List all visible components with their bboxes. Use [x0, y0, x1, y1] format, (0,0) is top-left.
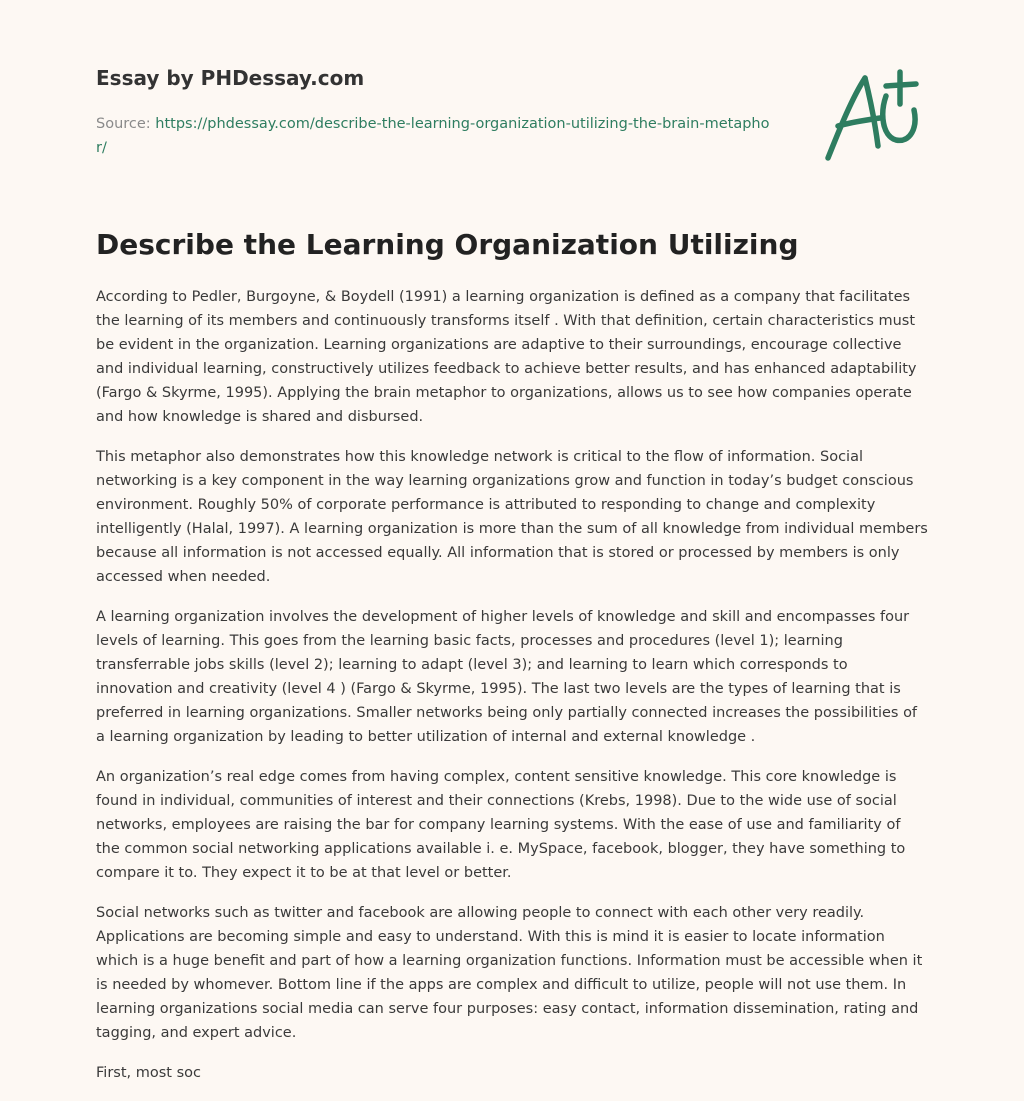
paragraph: According to Pedler, Burgoyne, & Boydell (1991) a learning organization is defined as a company that facilitates the learning of its members and continuously transforms itself . With that definition, certain characteristics must be evident in the organization. Learning organizations are adaptive to their surroundings, encourage collective and individual learning, constructively utilizes feedback to achieve better results, and has enhanced adaptability (Fargo & Skyrme, 1995). Applying the brain metaphor to organizations, allows us to see how companies operate and how knowledge is shared and disbursed. — [96, 289, 917, 425]
source-link[interactable]: https://phdessay.com/describe-the-learning-organization-utilizing-the-brain-metaphor/ — [96, 116, 770, 156]
paragraph: An organization’s real edge comes from having complex, content sensitive knowledge. This core knowledge is found in individual, communities of interest and their connections (Krebs, 1998). Due to the wide use of social networks, employees are raising the bar for company learning systems. With the ease of use and familiarity of the common social networking applications available i. e. MySpace, facebook, blogger, they have something to compare it to. They expect it to be at that level or better. — [96, 769, 906, 881]
site-title: Essay by PHDessay.com — [96, 66, 365, 90]
source-label: Source: — [96, 116, 156, 132]
paragraph: This metaphor also demonstrates how this knowledge network is critical to the flow of information. Social networking is a key component in the way learning organizations grow and function in today’s budget conscious environment. Roughly 50% of corporate performance is attributed to responding to change and complexity intelligently (Halal, 1997). A learning organization is more than the sum of all knowledge from individual members because all information is not accessed equally. All information that is stored or processed by members is only accessed when needed. — [96, 449, 928, 585]
paragraph: A learning organization involves the development of higher levels of knowledge and skill and encompasses four levels of learning. This goes from the learning basic facts, processes and procedures (level 1); learning transferrable jobs skills (level 2); learning to adapt (level 3); and learning to learn which corresponds to innovation and creativity (level 4 ) (Fargo & Skyrme, 1995). The last two levels are the types of learning that is preferred in learning organizations. Smaller networks being only partially connected increases the possibilities of a learning organization by leading to better utilization of internal and external knowledge . — [96, 609, 918, 745]
a-plus-logo-icon — [820, 68, 930, 168]
paragraph-truncated: First, most soc — [96, 1065, 201, 1081]
source-line — [96, 112, 776, 160]
essay-body — [96, 285, 928, 1101]
paragraph: Social networks such as twitter and facebook are allowing people to connect with each other very readily. Applications are becoming simple and easy to understand. With this is mind it is easier to locate information which is a huge benefit and part of how a learning organization functions. Information must be accessible when it is needed by whomever. Bottom line if the apps are complex and difficult to utilize, people will not use them. In learning organizations social media can serve four purposes: easy contact, information dissemination, rating and tagging, and expert advice. — [96, 905, 923, 1041]
essay-title: Describe the Learning Organization Utilizing — [96, 228, 799, 261]
